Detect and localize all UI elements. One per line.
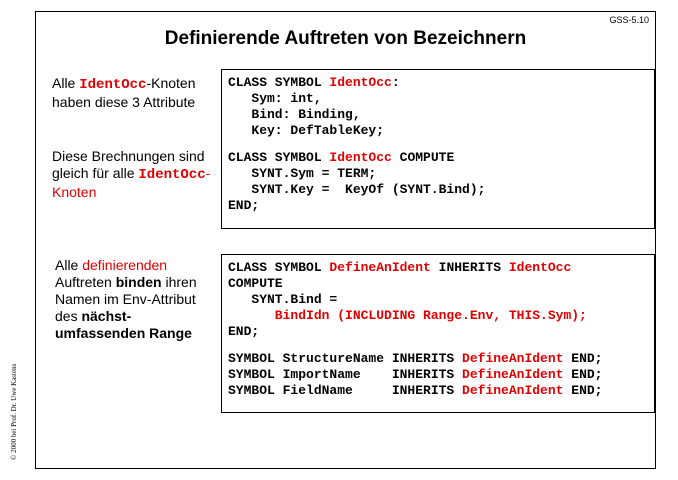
page-title: Definierende Auftreten von Bezeichnern — [164, 28, 527, 49]
note-text: Alle — [55, 257, 83, 273]
note-bold: binden — [115, 274, 162, 290]
slide-id: GSS-5.10 — [609, 15, 649, 25]
code-line: CLASS SYMBOL DefineAnIdent INHERITS IdentOcc — [228, 260, 572, 275]
code-box-defineanident — [221, 254, 655, 413]
note-highlight: definierenden — [82, 257, 168, 273]
code-line: END; — [228, 324, 260, 339]
code-line: BindIdn (INCLUDING Range.Env, THIS.Sym); — [228, 308, 587, 323]
note-ident: IdentOcc — [138, 167, 206, 183]
code-line: SYMBOL StructureName INHERITS DefineAnIdent END; — [228, 351, 603, 366]
code-line: SYNT.Key = KeyOf (SYNT.Bind); — [228, 182, 486, 197]
note-text: -Knoten — [52, 165, 211, 200]
code-line: Sym: int, — [228, 91, 322, 106]
code-line: END; — [228, 198, 260, 213]
note-text: -Knoten haben diese 3 Attribute — [52, 75, 196, 110]
code-line: SYMBOL FieldName INHERITS DefineAnIdent END; — [228, 383, 603, 398]
code-box-identocc — [221, 69, 655, 229]
note-text: Alle — [52, 75, 80, 91]
code-line: SYNT.Bind = — [228, 292, 338, 307]
code-line: SYMBOL ImportName INHERITS DefineAnIdent END; — [228, 367, 603, 382]
note-ident: IdentOcc — [79, 77, 147, 93]
code-line: COMPUTE — [228, 276, 283, 291]
note-binding — [55, 257, 215, 342]
code-line: CLASS SYMBOL IdentOcc: — [228, 75, 400, 90]
code-line: SYNT.Sym = TERM; — [228, 166, 377, 181]
note-computations — [52, 148, 222, 201]
note-attributes — [52, 75, 217, 111]
note-text: Diese Brechnungen sind gleich für alle — [52, 148, 205, 181]
code-line: Bind: Binding, — [228, 107, 361, 122]
note-text: Auftreten — [55, 274, 116, 290]
copyright: © 2000 bei Prof. Dr. Uwe Kastens — [10, 363, 18, 460]
note-text: ihren Namen im Env-Attribut des — [55, 274, 197, 324]
code-line: CLASS SYMBOL IdentOcc COMPUTE — [228, 150, 455, 165]
code-line: Key: DefTableKey; — [228, 123, 385, 138]
note-bold: nächst-umfassenden Range — [55, 308, 192, 341]
